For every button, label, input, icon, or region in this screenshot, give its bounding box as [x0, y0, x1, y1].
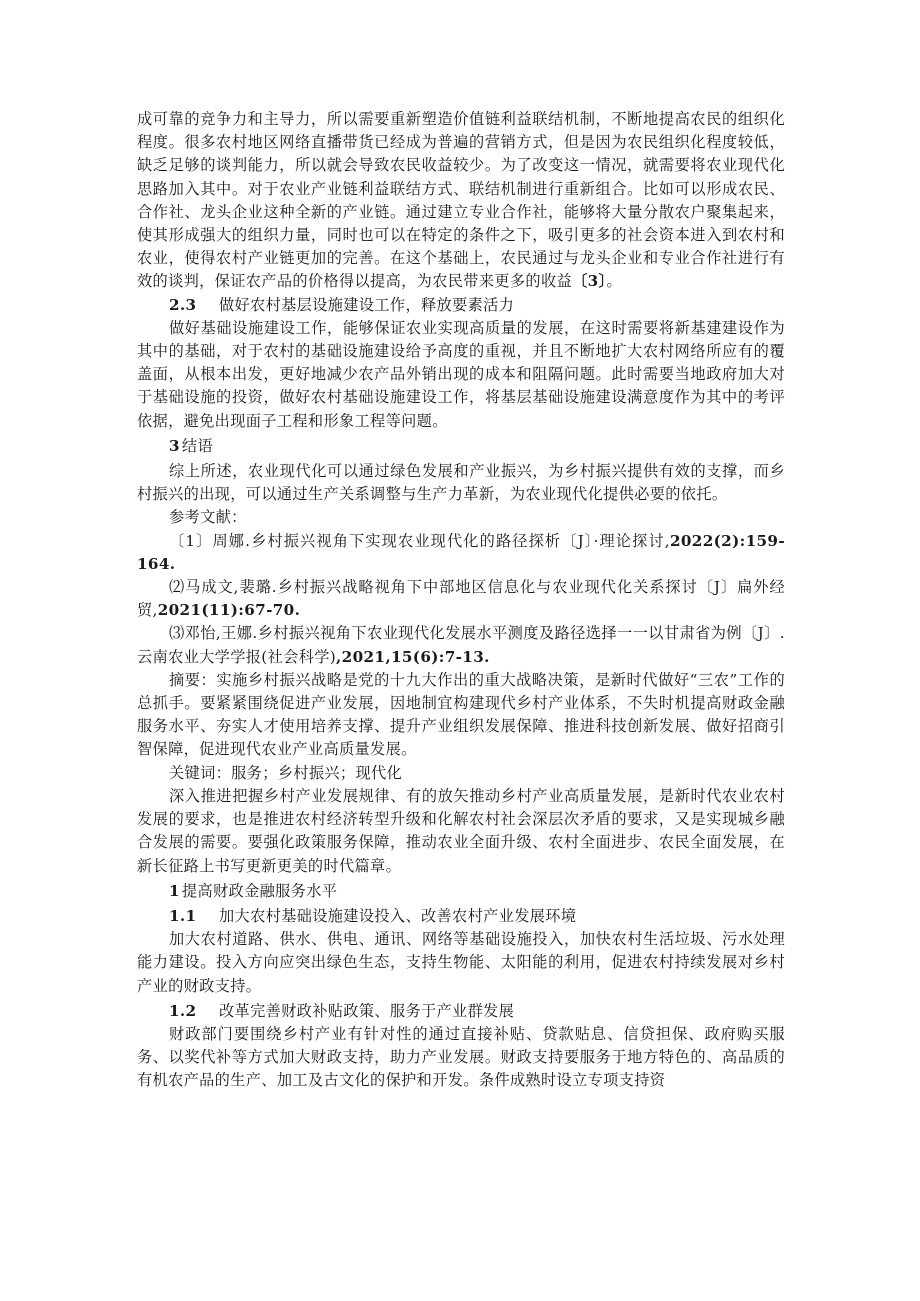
paragraph-infrastructure: 做好基础设施建设工作，能够保证农业实现高质量的发展，在这时需要将新基建建设作为其中的基础，对于农村的基础设施建设给予高度的重视，并且不断地扩大农村网络所应有的覆盖面，从根本出发，更好地减少农产品外销出现的成本和阻隔问题。此时需要当地政府加大对于基础设施的投资，做好农村基础设施建设工作，将基层基础设施建设满意度作为其中的考评依据，避免出现面子工程和形象工程等问题。	[137, 318, 785, 430]
paragraph-introduction: 深入推进把握乡村产业发展规律、有的放矢推动乡村产业高质量发展，是新时代农业农村发展的要求，也是推进农村经济转型升级和化解农村社会深层次矛盾的要求，又是实现城乡融合发展的需要。要强化政策服务保障，推动农业全面升级、农村全面进步、农民全面发展，在新长征路上书写更新更美的时代篇章。	[137, 786, 785, 875]
reference-text: 〔1〕周娜.乡村振兴视角下实现农业现代化的路径探析〔J〕·理论探讨,	[169, 531, 670, 550]
section-title: 提高财政金融服务水平	[181, 881, 338, 900]
reference-pages: 2021(11):67-70.	[157, 601, 301, 620]
paragraph-value-chain	[137, 108, 785, 294]
section-number: 1.2	[169, 1001, 197, 1020]
paragraph-end: 。	[606, 272, 623, 291]
paragraph-fiscal-subsidy: 财政部门要围绕乡村产业有针对性的通过直接补贴、贷款贴息、信贷担保、政府购买服务、以奖代补等方式加大财政支持，助力产业发展。财政支持要服务于地方特色的、高品质的有机农产品的生产、加工及古文化的保护和开发。条件成熟时设立专项支持资	[137, 1024, 785, 1090]
keywords: 关键词：服务；乡村振兴；现代化	[169, 763, 403, 782]
section-title: 改革完善财政补贴政策、服务于产业群发展	[219, 1001, 515, 1020]
section-title: 结语	[181, 436, 213, 455]
citation-marker: 〔3〕	[572, 272, 607, 291]
reference-2	[137, 576, 785, 622]
reference-1	[137, 530, 785, 576]
section-title: 加大农村基础设施建设投入、改善农村产业发展环境	[219, 906, 577, 925]
document-page	[137, 108, 785, 1093]
paragraph-text: 成可靠的竞争力和主导力，所以需要重新塑造价值链利益联结机制，不断地提高农民的组织化程度。很多农村地区网络直播带货已经成为普遍的营销方式，但是因为农民组织化程度较低，缺乏足够的谈判能力，所以就会导致农民收益较少。为了改变这一情况，就需要将农业现代化思路加入其中。对于农业产业链利益联结方式、联结机制进行重新组合。比如可以形成农民、合作社、龙头企业这种全新的产业链。通过建立专业合作社，能够将大量分散农户聚集起来，使其形成强大的组织力量，同时也可以在特定的条件之下，吸引更多的社会资本进入到农村和农业，使得农村产业链更加的完善。在这个基础上，农民通过与龙头企业和专业合作社进行有效的谈判，保证农产品的价格得以提高，为农民带来更多的收益	[137, 110, 785, 291]
paragraph-rural-investment: 加大农村道路、供水、供电、通讯、网络等基础设施投入，加快农村生活垃圾、污水处理能力建设。投入方向应突出绿色生态，支持生物能、太阳能的利用，促进农村持续发展对乡村产业的财政支持。	[137, 930, 785, 995]
section-title: 做好农村基层设施建设工作，释放要素活力	[219, 295, 515, 314]
section-heading-1-2	[137, 1000, 785, 1023]
section-heading-1-1	[137, 905, 785, 928]
reference-text: ⑶邓怡,王娜.乡村振兴视角下农业现代化发展水平测度及路径选择一一以甘肃省为例〔J〕.云南农业大学学报(社会科学)	[137, 624, 785, 666]
abstract: 摘要：实施乡村振兴战略是党的十九大作出的重大战略决策，是新时代做好“三农”工作的总抓手。要紧紧围绕促进产业发展，因地制宜构建现代乡村产业体系，不失时机提高财政金融服务水平、夯实人才使用培养支撑、提升产业组织发展保障、推进科技创新发展、做好招商引智保障，促进现代农业产业高质量发展。	[137, 670, 785, 759]
references-title: 参考文献：	[169, 508, 247, 527]
reference-3	[137, 622, 785, 668]
reference-pages: ,2021,15(6):7-13.	[336, 647, 490, 666]
section-number: 2.3	[169, 295, 197, 314]
section-number: 1.1	[169, 906, 197, 925]
reference-pages: 2022(2):159-164.	[137, 531, 785, 573]
section-heading-1	[137, 880, 785, 903]
section-number: 3	[169, 436, 180, 455]
reference-text: ⑵马成文,裴璐.乡村振兴战略视角下中部地区信息化与农业现代化关系探讨〔J〕扁外经贸,	[137, 578, 785, 620]
section-heading-2-3	[137, 294, 785, 317]
section-heading-3	[137, 435, 785, 458]
section-number: 1	[169, 881, 180, 900]
paragraph-conclusion: 综上所述，农业现代化可以通过绿色发展和产业振兴，为乡村振兴提供有效的支撑，而乡村振兴的出现，可以通过生产关系调整与生产力革新，为农业现代化提供必要的依托。	[137, 462, 785, 504]
